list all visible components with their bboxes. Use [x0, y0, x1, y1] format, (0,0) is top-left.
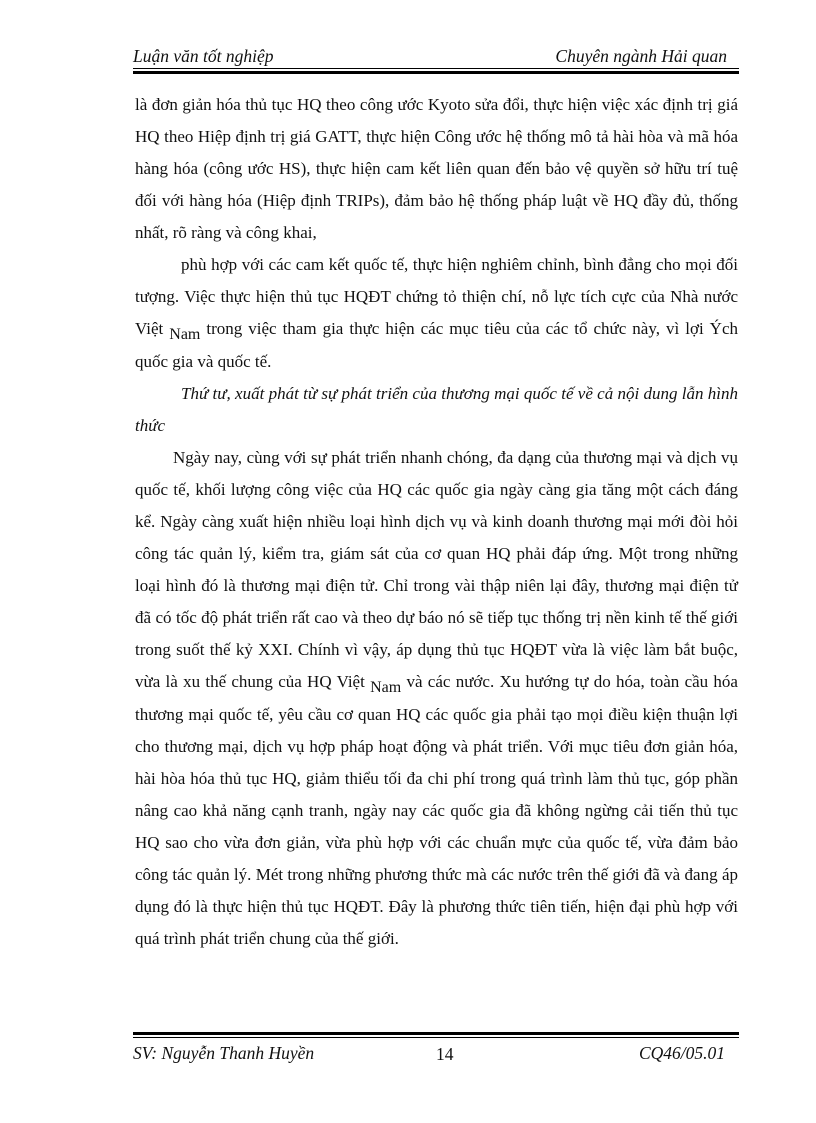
footer-class-code: CQ46/05.01 [638, 1043, 725, 1063]
header-major-label: Chuyên ngành Hải quan [555, 46, 727, 66]
paragraph-2-country: Nam [169, 326, 201, 343]
header-rule-thick [133, 71, 739, 74]
footer-page-number: 14 [436, 1044, 454, 1064]
footer-rule-thin [133, 1037, 739, 1038]
paragraph-3 [135, 442, 738, 955]
header-thesis-label: Luận văn tốt nghiệp [133, 46, 274, 66]
footer-rule-thick [133, 1032, 739, 1035]
paragraph-1: là đơn giản hóa thủ tục HQ theo công ước Kyoto sửa đổi, thực hiện việc xác định trị giá HQ theo Hiệp định trị giá GATT, thực hiện Công ước hệ thống mô tả hài hòa và mã hóa hàng hóa (công ước HS), thực hiện cam kết liên quan đến bảo vệ quyền sở hữu trí tuệ đối với hàng hóa (Hiệp định TRIPs), đảm bảo hệ thống pháp luật về HQ đầy đủ, thống nhất, rõ ràng và công khai, [135, 95, 738, 242]
header-rule-thin [133, 68, 739, 69]
paragraph-2-part-a: phù hợp với các cam kết quốc tế, thực hiện nghiêm chỉnh, bình đẳng cho mọi đối tượng. Việc thực hiện thủ tục HQĐT chứng tỏ thiện chí, nỗ lực tích cực của Nhà nước Việt [135, 255, 738, 338]
footer-student-name: SV: Nguyễn Thanh Huyền [133, 1043, 315, 1063]
paragraph-2-part-b: trong việc tham gia thực hiện các mục tiêu của các tổ chức này, vì lợi Ých quốc gia và quốc tế. [135, 319, 738, 371]
paragraph-3-country: Nam [370, 679, 402, 696]
document-body [135, 89, 738, 955]
paragraph-3-part-a: Ngày nay, cùng với sự phát triển nhanh chóng, đa dạng của thương mại và dịch vụ quốc tế, khối lượng công việc của HQ các quốc gia ngày càng gia tăng một cách đáng kể. Ngày càng xuất hiện nhiều loại hình dịch vụ và kinh doanh thương mại mới đòi hỏi công tác quản lý, kiểm tra, giám sát của cơ quan HQ phải đáp ứng. Một trong những loại hình đó là thương mại điện tử. Chỉ trong vài thập niên lại đây, thương mại điện tử đã có tốc độ phát triển rất cao và theo dự báo nó sẽ tiếp tục thống trị nền kinh tế thế giới trong suốt thế kỷ XXI. Chính vì vậy, áp dụng thủ tục HQĐT vừa là việc làm bắt buộc, vừa là xu thế chung của HQ Việt [135, 448, 738, 691]
section-heading-italic: Thứ tư, xuất phát từ sự phát triển của thương mại quốc tế về cả nội dung lẫn hình thức [135, 384, 738, 435]
paragraph-3-part-b: và các nước. Xu hướng tự do hóa, toàn cầu hóa thương mại quốc tế, yêu cầu cơ quan HQ các quốc gia phải tạo mọi điều kiện thuận lợi cho thương mại, dịch vụ hợp pháp hoạt động và phát triển. Với mục tiêu đơn giản hóa, hài hòa hóa thủ tục HQ, giảm thiểu tối đa chi phí trong quá trình làm thủ tục, góp phần nâng cao khả năng cạnh tranh, ngày nay các quốc gia đã không ngừng cải tiến thủ tục HQ sao cho vừa đơn giản, vừa phù hợp với các chuẩn mực của quốc tế, vừa đảm bảo công tác quản lý. Mét trong những phương thức mà các nước trên thế giới đã và đang áp dụng đó là thực hiện thủ tục HQĐT. Đây là phương thức tiên tiến, hiện đại phù hợp với quá trình phát triển chung của thế giới. [135, 672, 738, 948]
paragraph-2 [135, 249, 738, 378]
